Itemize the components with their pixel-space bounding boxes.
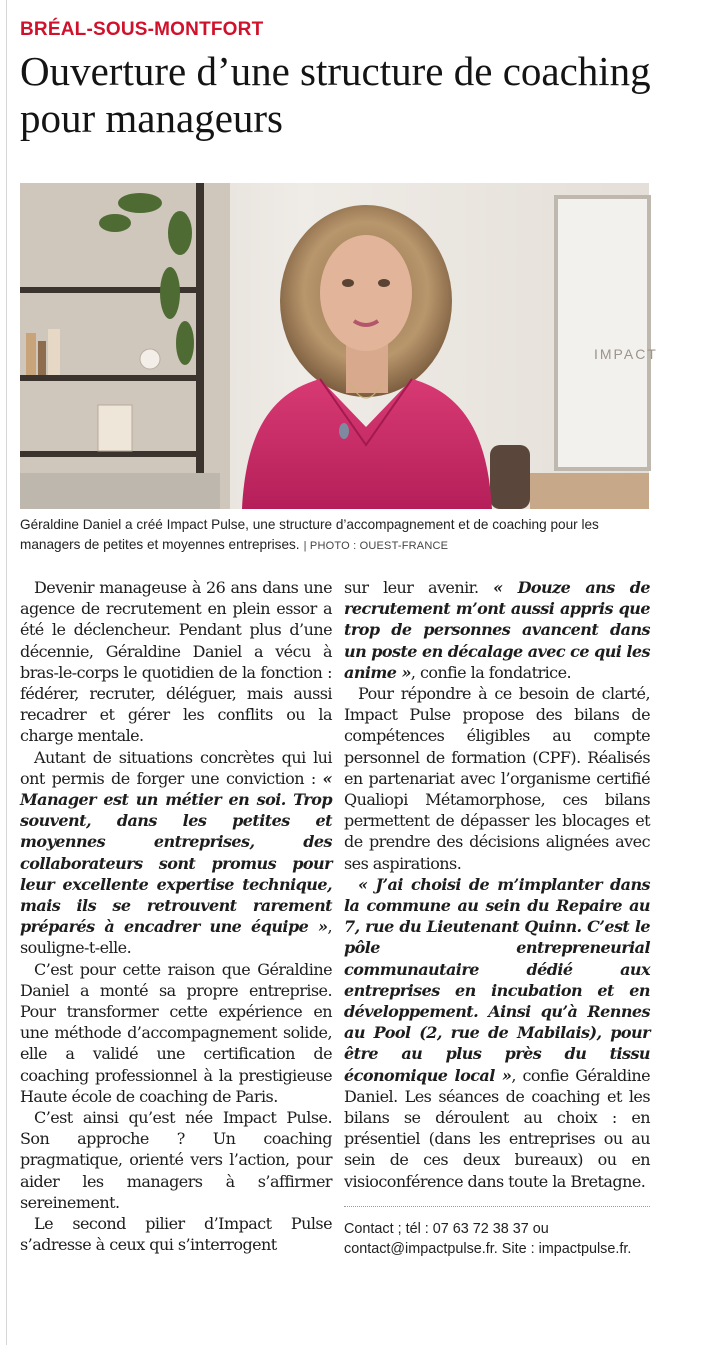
caption-text: Géraldine Daniel a créé Impact Pulse, une structure d’accompagnement et de coaching pour les managers de petites et moyennes entreprises. bbox=[20, 517, 599, 552]
paragraph: Devenir manageuse à 26 ans dans une agence de recrutement en plein essor a été le déclencheur. Pendant plus d’une décennie, Géraldine Daniel a vécu à bras-le-corps le quotidien de la fonction : fédérer, recruter, déléguer, mais aussi recadrer et gérer les conflits ou la charge mentale. bbox=[20, 578, 332, 746]
article-column-left bbox=[20, 577, 332, 1256]
impact-sign-text: IMPACT bbox=[594, 346, 658, 362]
paragraph-text: , confie Géraldine Daniel. Les séances de coaching et les bilans se déroulent au choix : en présentiel (dans les entreprises ou au sein de ces deux bureaux) ou en visioconférence dans toute la Bretagne. bbox=[344, 1065, 650, 1191]
pull-quote: « Douze ans de recrutement m’ont aussi appris que trop de personnes avancent dans un poste en décalage avec ce qui les anime » bbox=[344, 578, 650, 682]
paragraph: C’est pour cette raison que Géraldine Daniel a monté sa propre entreprise. Pour transformer cette expérience en une méthode d’accompagnement solide, elle a validé une certification de coaching professionnel à la prestigieuse Haute école de coaching de Paris. bbox=[20, 959, 332, 1106]
article-photo bbox=[20, 183, 658, 509]
paragraph-text: Autant de situations concrètes qui lui ont permis de forger une conviction : bbox=[20, 747, 332, 788]
paragraph: Pour répondre à ce besoin de clarté, Impact Pulse propose des bilans de compétences éligibles au compte personnel de formation (CPF). Réalisés en partenariat avec l’organisme certifié Qualiopi Métamorphose, ces bilans permettent de dépasser les blocages et de prendre des décisions alignées avec ses aspirations. bbox=[344, 684, 650, 873]
paragraph bbox=[344, 577, 650, 683]
paragraph bbox=[20, 747, 332, 959]
paragraph: Le second pilier d’Impact Pulse s’adresse à ceux qui s’interrogent bbox=[20, 1214, 332, 1255]
pull-quote: « J’ai choisi de m’implanter dans la commune au sein du Repaire au 7, rue du Lieutenant Quinn. C’est le pôle entrepreneurial communautaire dédié aux entreprises en incubation et en développement. Ainsi qu’à Rennes au Pool (2, rue de Mabilais), pour être au plus près du tissu économique local » bbox=[344, 874, 650, 1085]
paragraph-text: , souligne-t-elle. bbox=[20, 917, 332, 958]
paragraph: C’est ainsi qu’est née Impact Pulse. Son approche ? Un coaching pragmatique, orienté vers l’action, pour aider les managers à s’affirmer sereinement. bbox=[20, 1108, 332, 1212]
contact-info: Contact ; tél : 07 63 72 38 37 ou contact@impactpulse.fr. Site : impactpulse.fr. bbox=[344, 1206, 650, 1260]
page-margin-rule bbox=[6, 0, 7, 1345]
pull-quote: « Manager est un métier en soi. Trop souvent, dans les petites et moyennes entreprises, des collaborateurs sont promus pour leur excellente expertise technique, mais ils se retrouvent rarement préparés à encadrer une équipe » bbox=[20, 768, 332, 937]
article-kicker: BRÉAL-SOUS-MONTFORT bbox=[20, 19, 264, 40]
paragraph-text: sur leur avenir. bbox=[344, 578, 494, 597]
article-headline: Ouverture d’une structure de coaching pour manageurs bbox=[20, 48, 651, 141]
photo-credit: | PHOTO : OUEST-FRANCE bbox=[303, 540, 449, 552]
photo-caption bbox=[20, 515, 660, 556]
article-column-right bbox=[344, 577, 650, 1260]
paragraph-text: , confie la fondatrice. bbox=[410, 662, 572, 682]
paragraph bbox=[344, 874, 650, 1192]
